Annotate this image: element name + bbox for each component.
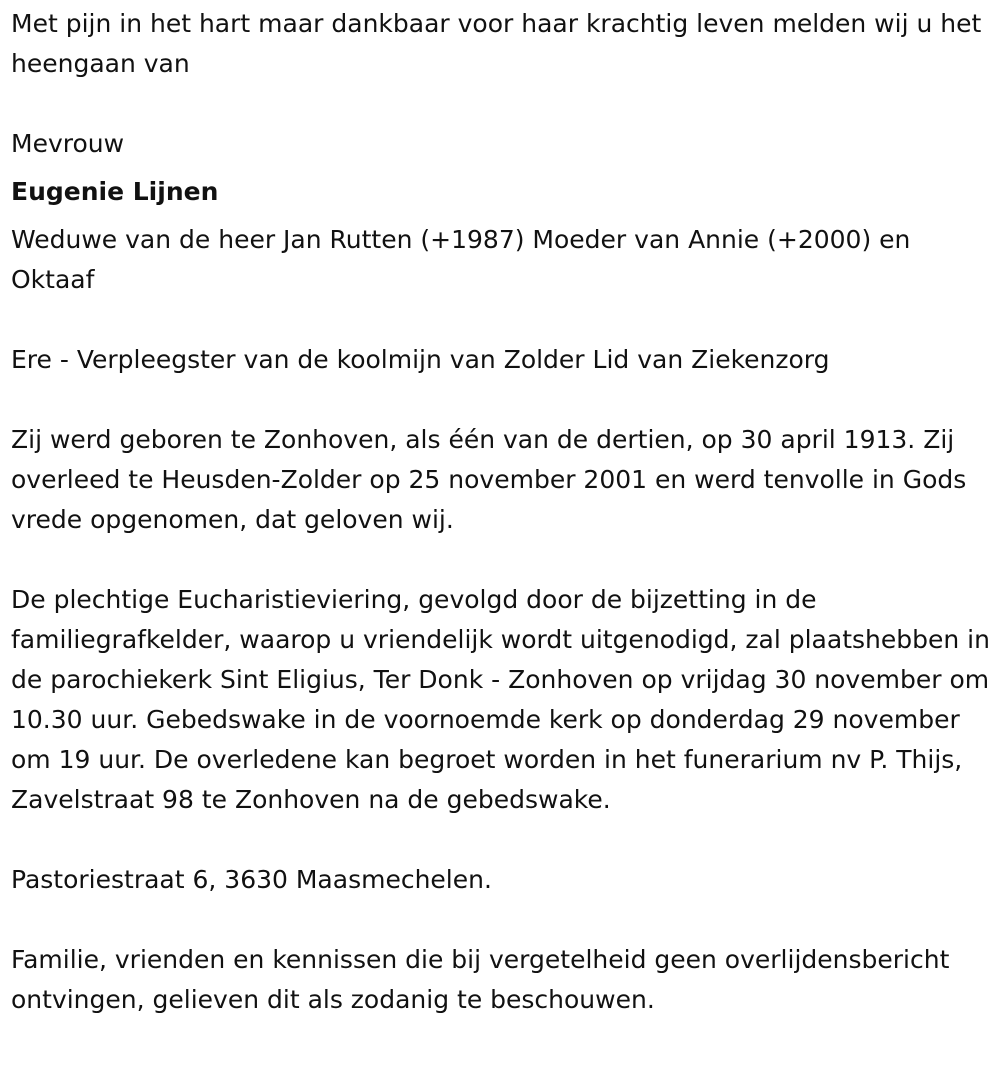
deceased-name: Eugenie Lijnen <box>11 177 219 206</box>
roles-text: Ere - Verpleegster van de koolmijn van Zolder Lid van Ziekenzorg <box>11 345 830 374</box>
ceremony-text: De plechtige Eucharistieviering, gevolgd door de bijzetting in de familiegrafkelder, waarop u vriendelijk wordt uitgenodigd, zal plaatshebben in de parochiekerk Sint Eligius, Ter Donk - Zonhoven op vrijdag 30 november om 10.30 uur. Gebedswake in de voornoemde kerk op donderdag 29 november om 19 uur. De overledene kan begroet worden in het funerarium nv P. Thijs, Zavelstraat 98 te Zonhoven na de gebedswake. <box>11 585 990 814</box>
relations-text: Weduwe van de heer Jan Rutten (+1987) Moeder van Annie (+2000) en Oktaaf <box>11 225 911 294</box>
salutation: Mevrouw <box>11 129 125 158</box>
birth-death-text: Zij werd geboren te Zonhoven, als één van de dertien, op 30 april 1913. Zij overleed te Heusden-Zolder op 25 november 2001 en werd tenvolle in Gods vrede opgenomen, dat geloven wij. <box>11 425 967 534</box>
closing-text: Familie, vrienden en kennissen die bij vergetelheid geen overlijdensbericht ontvingen, gelieven dit als zodanig te beschouwen. <box>11 945 950 1014</box>
obituary-document <box>11 4 991 1020</box>
address-text: Pastoriestraat 6, 3630 Maasmechelen. <box>11 865 492 894</box>
intro-text: Met pijn in het hart maar dankbaar voor haar krachtig leven melden wij u het heengaan van <box>11 9 982 78</box>
